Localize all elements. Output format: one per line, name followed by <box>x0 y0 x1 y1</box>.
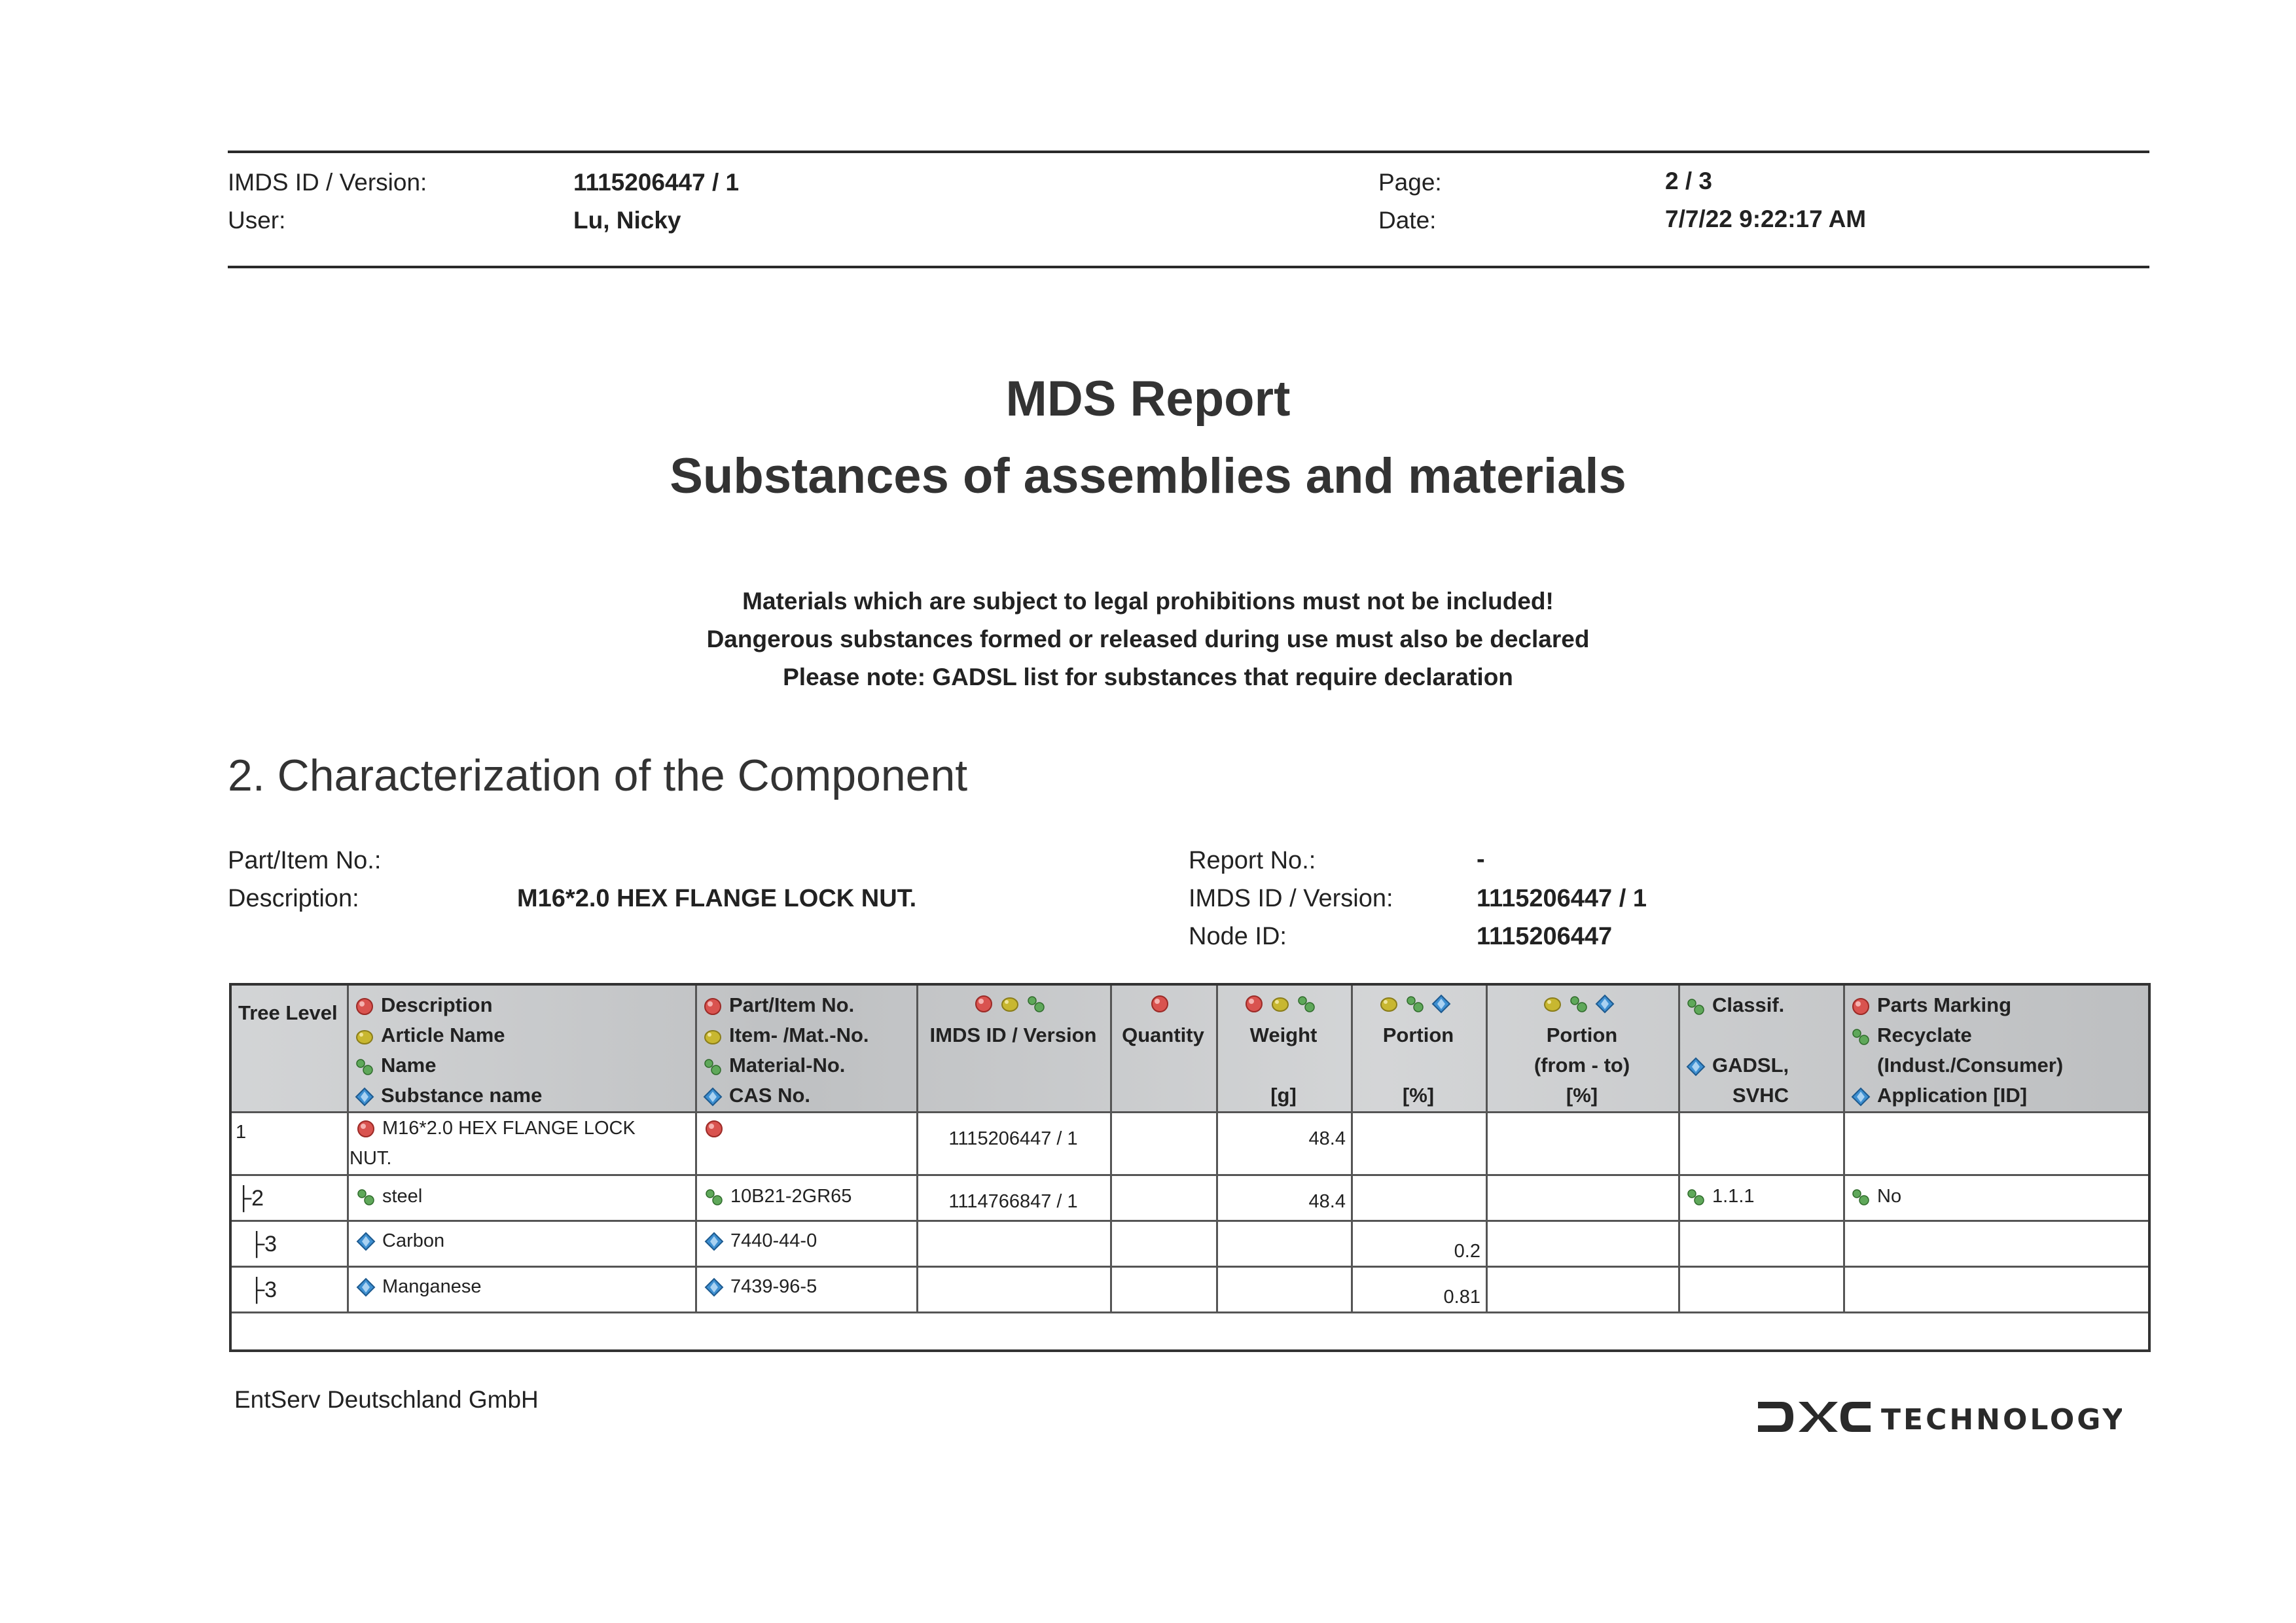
row2-part <box>704 1186 852 1207</box>
header-icons <box>1216 991 1351 1014</box>
header-classif-text: SVHC <box>1732 1084 1789 1107</box>
yellow-icon <box>703 1027 723 1046</box>
row4-part <box>704 1276 817 1298</box>
header-marking-text: Recyclate <box>1877 1024 1972 1046</box>
header-desc-line <box>355 993 493 1017</box>
row4-description <box>356 1276 482 1298</box>
red-icon <box>1150 994 1170 1014</box>
row1-weight: 48.4 <box>1308 1128 1346 1149</box>
row1-level: 1 <box>236 1122 247 1143</box>
header-classif-text: Classif. <box>1712 993 1785 1016</box>
header-bottom-rule <box>228 266 2149 268</box>
header-portion-range <box>1486 986 1678 1111</box>
header-classif-line <box>1686 1054 1789 1077</box>
header-marking-text: (Indust./Consumer) <box>1877 1054 2064 1077</box>
section-title: 2. Characterization of the Component <box>228 751 968 800</box>
row3-desc-text: Carbon <box>382 1230 445 1251</box>
notes-block <box>0 582 2296 696</box>
dxc-logo-mark <box>1755 1394 2122 1440</box>
header-desc-text: Substance name <box>381 1084 543 1107</box>
row2-classif-text: 1.1.1 <box>1712 1186 1755 1207</box>
row1-part <box>704 1118 730 1139</box>
blue-icon <box>1595 994 1615 1014</box>
blue-icon <box>356 1277 376 1297</box>
green-icon <box>704 1187 724 1207</box>
yellow-icon <box>1379 994 1399 1014</box>
header-quantity <box>1110 986 1216 1111</box>
red-icon <box>704 1119 724 1139</box>
description-label: Description: <box>228 885 359 912</box>
row2-part-text: 10B21-2GR65 <box>730 1186 852 1207</box>
col-divider <box>1843 986 1845 1311</box>
green-icon <box>1686 997 1706 1016</box>
header-marking <box>1843 986 2148 1111</box>
header-marking-line <box>1851 993 2011 1017</box>
row-divider <box>232 1174 2148 1176</box>
header-imds-value: 1115206447 / 1 <box>573 169 740 196</box>
col-divider <box>1110 986 1112 1311</box>
red-icon <box>703 997 723 1016</box>
red-icon <box>974 994 994 1014</box>
header-imds-text: IMDS ID / Version <box>929 1024 1097 1046</box>
green-icon <box>356 1187 376 1207</box>
green-icon <box>1686 1187 1706 1207</box>
row-divider <box>232 1311 2148 1313</box>
row1-description <box>356 1118 636 1139</box>
header-quantity-text: Quantity <box>1122 1024 1204 1046</box>
header-tree-level-text: Tree Level <box>238 1001 338 1024</box>
header-tree-level <box>232 986 347 1111</box>
header-page-label: Page: <box>1378 169 1442 196</box>
row1-imds: 1115206447 / 1 <box>948 1128 1078 1149</box>
header-description <box>347 986 695 1111</box>
note-line: Please note: GADSL list for substances that require declaration <box>783 664 1513 690</box>
red-icon <box>356 1119 376 1139</box>
header-desc-line <box>355 1024 505 1047</box>
row2-weight: 48.4 <box>1308 1191 1346 1212</box>
header-part-no <box>695 986 916 1111</box>
row2-imds: 1114766847 / 1 <box>948 1191 1078 1212</box>
dxc-technology-logo <box>1755 1394 2122 1443</box>
header-imds-version <box>916 986 1110 1111</box>
col-divider <box>1486 986 1488 1311</box>
col-divider <box>347 986 349 1311</box>
header-icons <box>1110 991 1216 1014</box>
row2-classif <box>1686 1186 1755 1207</box>
green-icon <box>1851 1027 1871 1046</box>
note-line: Materials which are subject to legal prohibitions must not be included! <box>742 588 1554 615</box>
red-icon <box>355 997 374 1016</box>
header-portion-unit: [%] <box>1402 1084 1435 1107</box>
green-icon <box>1569 994 1588 1014</box>
header-part-text: CAS No. <box>729 1084 810 1107</box>
row1-desc-text: M16*2.0 HEX FLANGE LOCK <box>382 1118 636 1139</box>
header-part-line <box>703 1084 810 1107</box>
header-part-line <box>703 993 854 1017</box>
header-part-text: Material-No. <box>729 1054 846 1077</box>
header-icons <box>916 991 1110 1014</box>
description-value: M16*2.0 HEX FLANGE LOCK NUT. <box>517 885 917 912</box>
row2-desc-text: steel <box>382 1186 423 1207</box>
yellow-icon <box>1000 994 1020 1014</box>
header-desc-text: Description <box>381 993 493 1016</box>
yellow-icon <box>355 1027 374 1046</box>
node-id-value: 1115206447 <box>1477 923 1613 950</box>
row3-portion: 0.2 <box>1454 1241 1480 1262</box>
report-no-value: - <box>1477 846 1485 873</box>
header-portion <box>1351 986 1486 1111</box>
row2-marking <box>1851 1186 1901 1207</box>
header-part-text: Part/Item No. <box>729 993 855 1016</box>
blue-icon <box>356 1232 376 1251</box>
col-divider <box>1678 986 1680 1311</box>
header-weight-unit: [g] <box>1270 1084 1297 1107</box>
blue-icon <box>1431 994 1451 1014</box>
row4-portion: 0.81 <box>1443 1287 1480 1308</box>
header-desc-text: Article Name <box>381 1024 505 1046</box>
yellow-icon <box>1270 994 1290 1014</box>
row2-description <box>356 1186 422 1207</box>
header-range-text: [%] <box>1566 1084 1598 1107</box>
header-range-text: Portion <box>1546 1024 1618 1046</box>
header-user-label: User: <box>228 207 286 234</box>
header-desc-text: Name <box>381 1054 437 1077</box>
report-title: MDS Report <box>1005 371 1291 427</box>
green-icon <box>355 1057 374 1077</box>
blue-icon <box>1851 1087 1871 1107</box>
blue-icon <box>1686 1057 1706 1077</box>
note-line: Dangerous substances formed or released during use must also be declared <box>706 626 1590 652</box>
header-classif <box>1678 986 1843 1111</box>
row2-level: ├2 <box>236 1186 264 1211</box>
col-divider <box>695 986 697 1311</box>
red-icon <box>1244 994 1264 1014</box>
logo-wordmark: TECHNOLOGY <box>1881 1403 2122 1436</box>
header-range-text: (from - to) <box>1534 1054 1630 1077</box>
row1-description-cont: NUT. <box>350 1148 392 1169</box>
green-icon <box>1851 1187 1871 1207</box>
blue-icon <box>704 1277 724 1297</box>
header-icons <box>1351 991 1486 1014</box>
header-classif-text: GADSL, <box>1712 1054 1789 1077</box>
header-weight-text: Weight <box>1249 1024 1318 1046</box>
row3-description <box>356 1230 444 1252</box>
row3-part-text: 7440-44-0 <box>730 1230 817 1251</box>
header-portion-text: Portion <box>1382 1024 1454 1046</box>
header-part-line <box>703 1024 869 1047</box>
component-imds-value: 1115206447 / 1 <box>1477 885 1647 912</box>
blue-icon <box>703 1087 723 1107</box>
row-divider <box>232 1266 2148 1268</box>
green-icon <box>1026 994 1046 1014</box>
row-divider <box>232 1111 2148 1113</box>
report-subtitle: Substances of assemblies and materials <box>670 448 1626 504</box>
header-marking-text: Parts Marking <box>1877 993 2012 1016</box>
green-icon <box>703 1057 723 1077</box>
node-id-label: Node ID: <box>1189 923 1287 950</box>
header-icons <box>1486 991 1678 1014</box>
header-classif-line <box>1686 993 1784 1017</box>
blue-icon <box>704 1232 724 1251</box>
header-weight <box>1216 986 1351 1111</box>
header-date-value: 7/7/22 9:22:17 AM <box>1665 205 1867 232</box>
row3-level: ├3 <box>249 1232 277 1257</box>
col-divider <box>1351 986 1353 1311</box>
blue-icon <box>355 1087 374 1107</box>
row-divider <box>232 1220 2148 1222</box>
part-no-label: Part/Item No.: <box>228 847 382 874</box>
header-user-value: Lu, Nicky <box>573 207 681 234</box>
report-no-label: Report No.: <box>1189 847 1316 874</box>
row4-part-text: 7439-96-5 <box>730 1276 817 1297</box>
header-marking-line <box>1851 1024 1972 1047</box>
header-marking-text: Application [ID] <box>1877 1084 2028 1107</box>
row4-desc-text: Manganese <box>382 1276 482 1297</box>
component-imds-label: IMDS ID / Version: <box>1189 885 1393 912</box>
header-desc-line <box>355 1054 436 1077</box>
header-marking-line <box>1851 1084 2027 1107</box>
green-icon <box>1297 994 1316 1014</box>
header-date-label: Date: <box>1378 207 1437 234</box>
green-icon <box>1405 994 1425 1014</box>
header-page-value: 2 / 3 <box>1665 168 1712 194</box>
header-top-rule <box>228 151 2149 153</box>
row4-level: ├3 <box>249 1277 277 1302</box>
footer-company: EntServ Deutschland GmbH <box>234 1386 539 1413</box>
red-icon <box>1851 997 1871 1016</box>
header-imds-label: IMDS ID / Version: <box>228 169 427 196</box>
yellow-icon <box>1543 994 1562 1014</box>
row2-marking-text: No <box>1877 1186 1902 1207</box>
header-part-text: Item- /Mat.-No. <box>729 1024 869 1046</box>
header-desc-line <box>355 1084 542 1107</box>
row3-part <box>704 1230 817 1252</box>
header-part-line <box>703 1054 845 1077</box>
substances-table <box>229 983 2151 1352</box>
